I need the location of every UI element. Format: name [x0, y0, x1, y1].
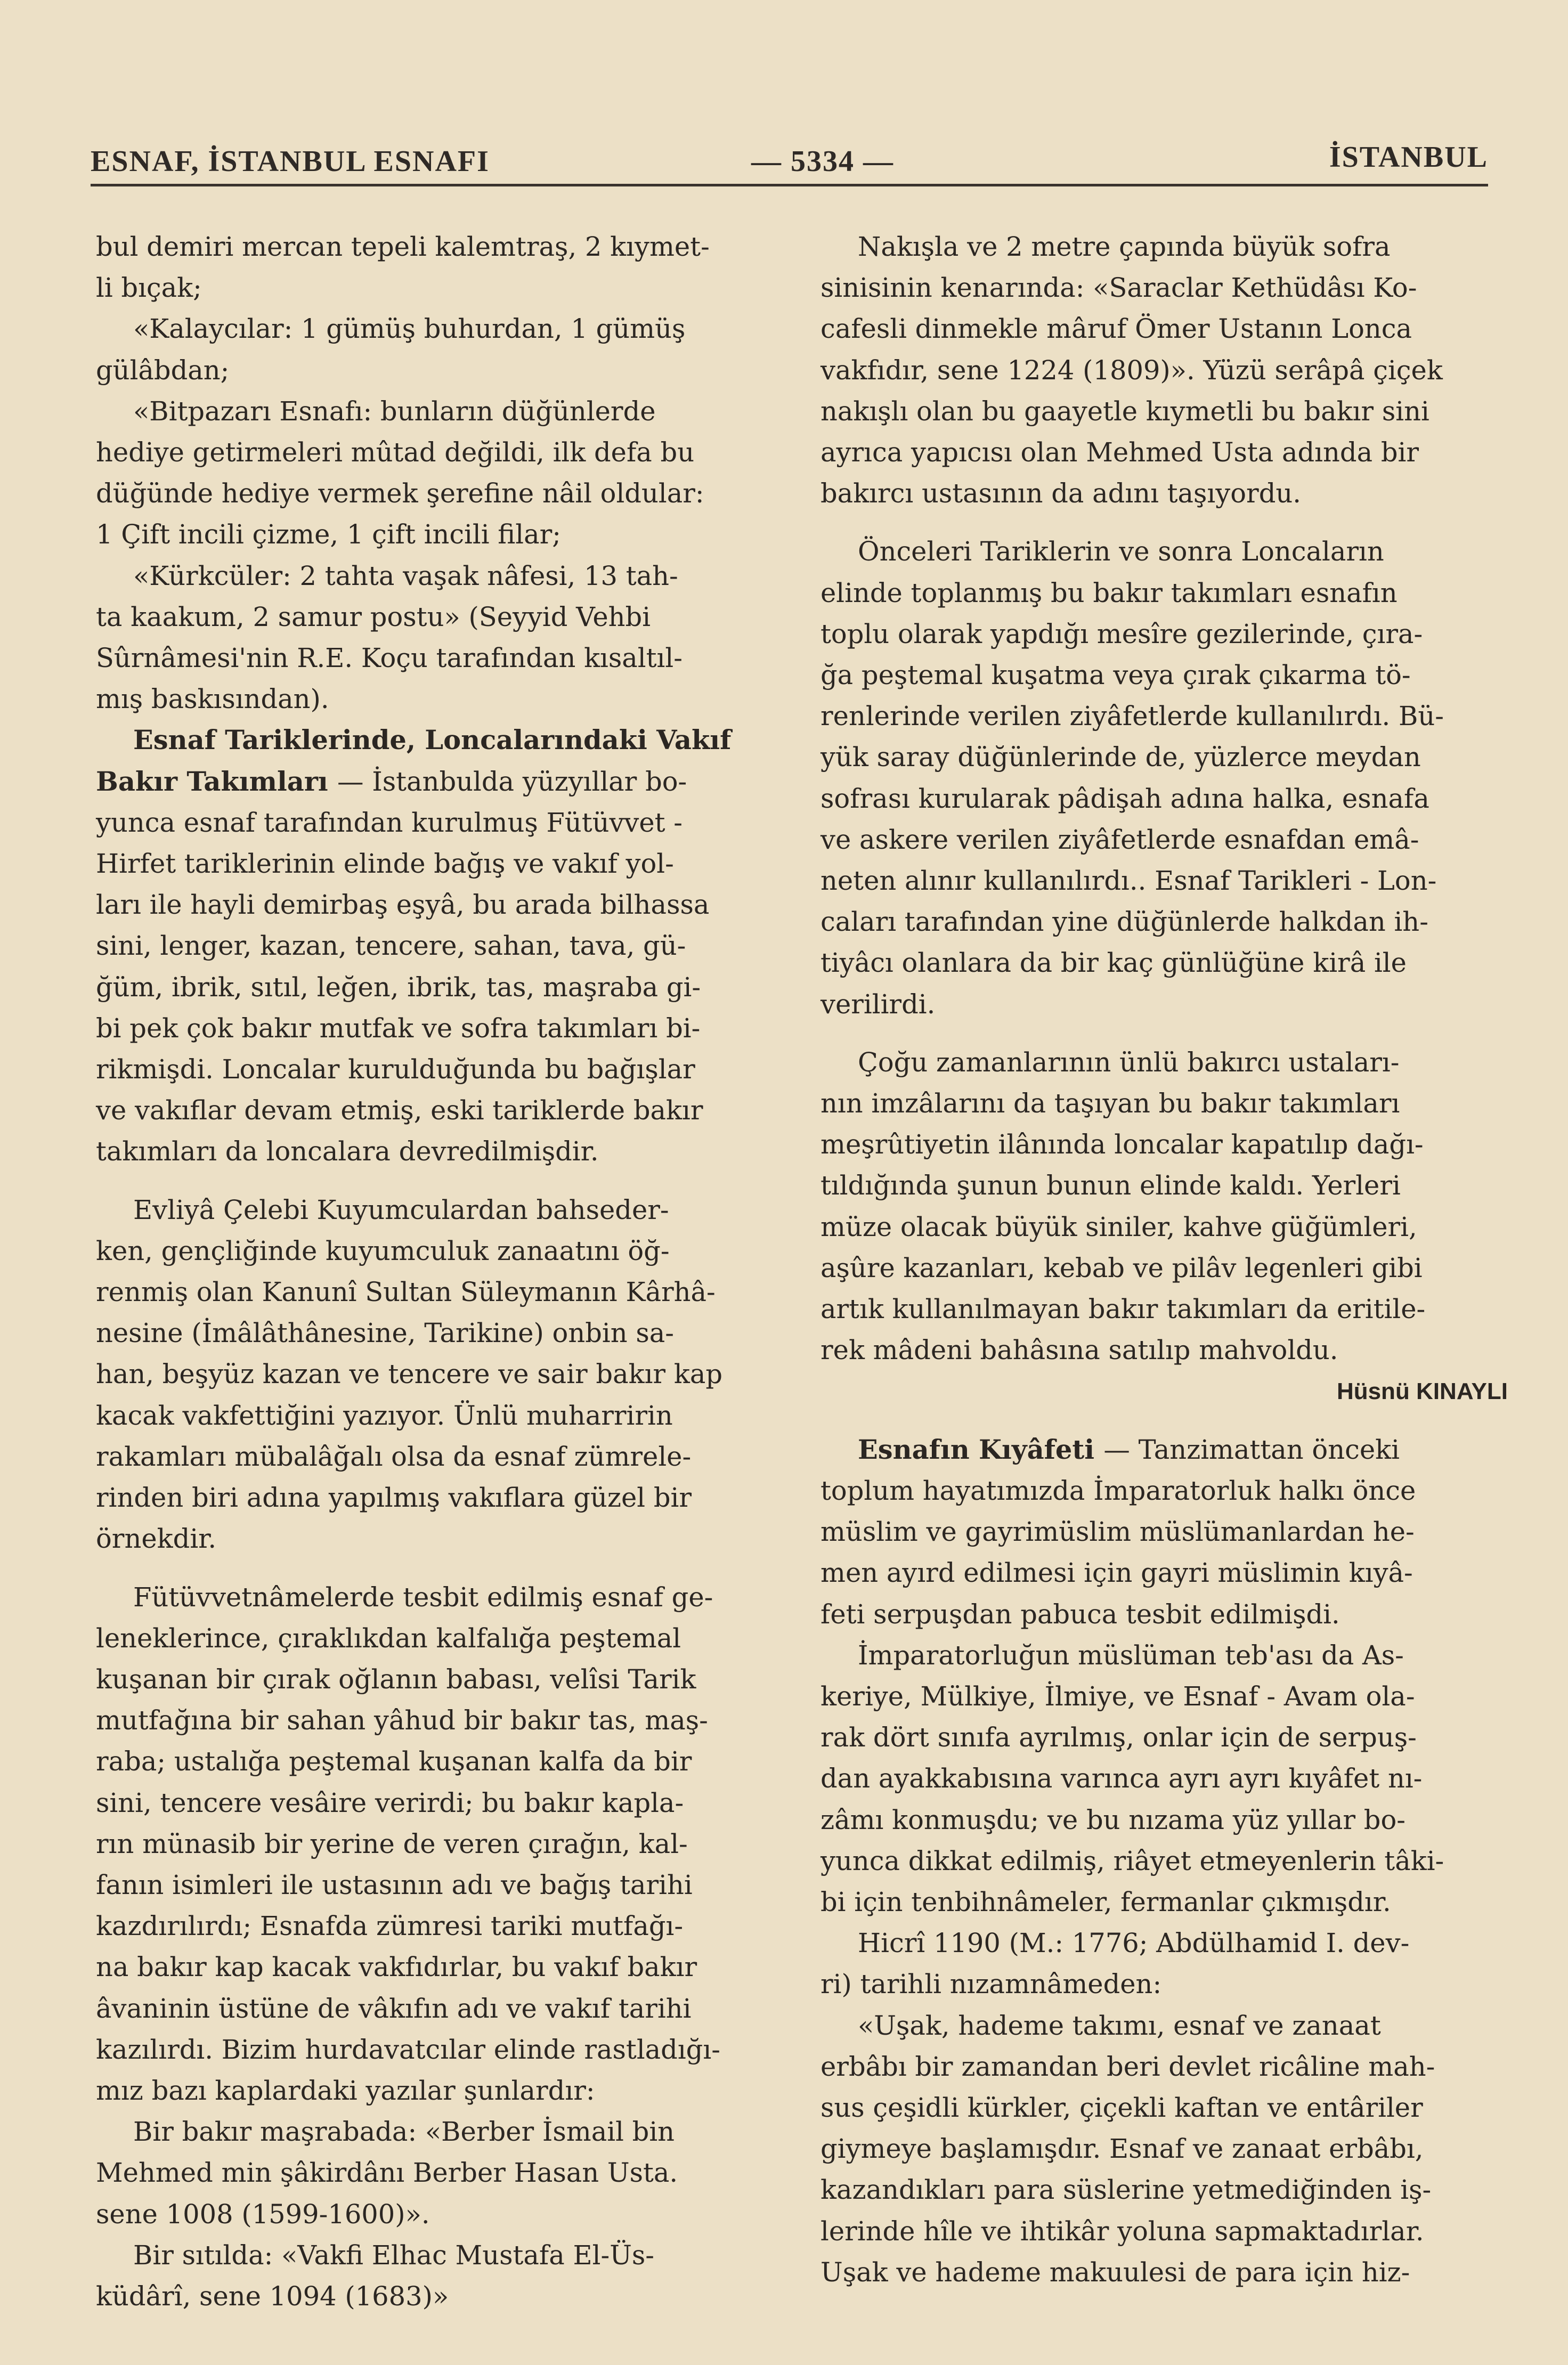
text-line: Bir bakır maşrabada: «Berber İsmail bin [133, 2116, 675, 2148]
text-line: tıldığında şunun bunun elinde kaldı. Yerleri [820, 1170, 1401, 1201]
text-line: li bıçak; [96, 272, 202, 304]
text-line: sene 1008 (1599-1600)». [96, 2198, 430, 2230]
text-line: vakfıdır, sene 1224 (1809)». Yüzü serâpâ çiçek [820, 354, 1443, 386]
text-line: toplu olarak yapdığı mesîre gezilerinde, çıra- [820, 618, 1423, 649]
text-line: bi için tenbihnâmeler, fermanlar çıkmışdır. [820, 1886, 1391, 1917]
text-line: kuşanan bir çırak oğlanın babası, velîsi Tarik [96, 1663, 696, 1695]
text-line: feti serpuşdan pabuca tesbit edilmişdi. [820, 1598, 1340, 1630]
text-line: «Kürkcüler: 2 tahta vaşak nâfesi, 13 tah- [133, 560, 678, 591]
text-line: sinisinin kenarında: «Saraclar Kethüdâsı Ko- [820, 272, 1417, 304]
text-line: bul demiri mercan tepeli kalemtraş, 2 kıymet- [96, 231, 710, 262]
text-line: Esnafın Kıyâfeti — Tanzimattan önceki [858, 1434, 1400, 1465]
text-line: Sûrnâmesi'nin R.E. Koçu tarafından kısaltıl- [96, 643, 683, 674]
text-line: nın imzâlarını da taşıyan bu bakır takımları [820, 1088, 1400, 1119]
text-line: bakırcı ustasının da adını taşıyordu. [820, 478, 1301, 509]
text-line: yunca dikkat edilmiş, riâyet etmeyenlerin tâki- [820, 1845, 1444, 1876]
text-line: renmiş olan Kanunî Sultan Süleymanın Kârhâ- [96, 1277, 716, 1308]
text-line: tiyâcı olanlara da bir kaç günlüğüne kirâ ile [820, 947, 1407, 979]
text-line: cafesli dinmekle mâruf Ömer Ustanın Lonca [820, 313, 1412, 345]
text-line: Mehmed min şâkirdânı Berber Hasan Usta. [96, 2157, 678, 2189]
text-line: leneklerince, çıraklıkdan kalfalığa peştemal [96, 1622, 681, 1654]
text-line: dan ayakkabısına varınca ayrı ayrı kıyâfet nı- [820, 1763, 1423, 1794]
text-line: giymeye başlamışdır. Esnaf ve zanaat erbâbı, [820, 2133, 1424, 2165]
right-column [820, 226, 1508, 2293]
text-line: meşrûtiyetin ilânında loncalar kapatılıp dağı- [820, 1129, 1424, 1160]
text-line: küdârî, sene 1094 (1683)» [96, 2280, 449, 2312]
text-line: nesine (İmâlâthânesine, Tarikine) onbin sa- [96, 1318, 674, 1349]
text-line: ayrıca yapıcısı olan Mehmed Usta adında bir [820, 437, 1419, 468]
text-line: Nakışla ve 2 metre çapında büyük sofra [858, 231, 1391, 262]
text-line: toplum hayatımızda İmparatorluk halkı önce [820, 1475, 1416, 1506]
paragraph-gap [820, 1025, 1508, 1042]
text-line: na bakır kap kacak vakfıdırlar, bu vakıf bakır [96, 1952, 697, 1983]
text-line: mış baskısından). [96, 684, 329, 715]
page-number: — 5334 — [751, 145, 894, 178]
header-section-title: ESNAF, İSTANBUL ESNAFI [91, 145, 490, 178]
text-line: yük saray düğünlerinde de, yüzlerce meydan [820, 742, 1421, 773]
paragraph-gap [820, 1412, 1508, 1429]
text-line: nakışlı olan bu gaayetle kıymetli bu bakır sini [820, 395, 1429, 427]
text-line: rın münasib bir yerine de veren çırağın, kal- [96, 1828, 688, 1859]
text-line: ri) tarihli nızamnâmeden: [820, 1969, 1162, 2000]
text-line: lerinde hîle ve ihtikâr yoluna sapmaktadırlar. [820, 2215, 1424, 2247]
header-volume-title: İSTANBUL [1329, 141, 1488, 174]
paragraph-gap [96, 1560, 783, 1577]
text-line: «Uşak, hademe takımı, esnaf ve zanaat [858, 2010, 1381, 2041]
text-line: aşûre kazanları, kebab ve pilâv legenleri gibi [820, 1252, 1423, 1283]
text-line: müze olacak büyük siniler, kahve güğümleri, [820, 1211, 1417, 1242]
text-line: caları tarafından yine düğünlerde halkdan ih- [820, 906, 1428, 938]
text-line: sofrası kurularak pâdişah adına halka, esnafa [820, 783, 1429, 814]
text-line: Çoğu zamanlarının ünlü bakırcı ustaları- [858, 1046, 1400, 1078]
text-line: örnekdir. [96, 1523, 217, 1555]
text-line: fanın isimleri ile ustasının adı ve bağış tarihi [96, 1869, 693, 1900]
text-line: ken, gençliğinde kuyumculuk zanaatını öğ- [96, 1235, 670, 1266]
text-line: kazılırdı. Bizim hurdavatcılar elinde rastladığı- [96, 2034, 720, 2065]
text-line: neten alınır kullanılırdı.. Esnaf Tarikleri - Lon- [820, 865, 1437, 897]
text-line: ğa peştemal kuşatma veya çırak çıkarma tö- [820, 660, 1411, 691]
text-line: zâmı konmuşdu; ve bu nızama yüz yıllar bo- [820, 1804, 1405, 1835]
text-line: İmparatorluğun müslüman teb'ası da As- [858, 1639, 1404, 1671]
text-line: kazandıkları para süslerine yetmediğinden iş- [820, 2174, 1432, 2206]
text-line: bi pek çok bakır mutfak ve sofra takımları bi- [96, 1012, 701, 1044]
text-line: kacak vakfettiğini yazıyor. Ünlü muharririn [96, 1400, 673, 1431]
text-line: mız bazı kaplardaki yazılar şunlardır: [96, 2075, 595, 2106]
text-line: müslim ve gayrimüslim müslümanlardan he- [820, 1516, 1415, 1548]
text-line: ta kaakum, 2 samur postu» (Seyyid Vehbi [96, 601, 651, 632]
text-line: Bakır Takımları — İstanbulda yüzyıllar bo- [96, 766, 687, 797]
text-line: sus çeşidli kürkler, çiçekli kaftan ve entâriler [820, 2092, 1423, 2123]
text-line: Önceleri Tariklerin ve sonra Loncaların [858, 536, 1384, 567]
text-line: rinden biri adına yapılmış vakıflara güzel bir [96, 1482, 692, 1514]
text-line: «Kalaycılar: 1 gümüş buhurdan, 1 gümüş [133, 313, 686, 345]
text-line: sini, lenger, kazan, tencere, sahan, tava, gü- [96, 930, 686, 962]
text-line: rak dört sınıfa ayrılmış, onlar için de serpuş- [820, 1722, 1417, 1753]
text-line: han, beşyüz kazan ve tencere ve sair bakır kap [96, 1359, 723, 1390]
text-line: artık kullanılmayan bakır takımları da eritile- [820, 1294, 1426, 1325]
text-line: men ayırd edilmesi için gayri müslimin kıyâ- [820, 1557, 1413, 1589]
text-line: elinde toplanmış bu bakır takımları esnafın [820, 577, 1398, 608]
left-column [96, 226, 783, 2317]
text-line: kazdırılırdı; Esnafda zümresi tariki mutfağı- [96, 1911, 684, 1942]
text-line: renlerinde verilen ziyâfetlerde kullanılırdı. Bü- [820, 701, 1444, 732]
text-line: Evliyâ Çelebi Kuyumculardan bahseder- [133, 1194, 669, 1225]
text-line: düğünde hediye vermek şerefine nâil oldular: [96, 478, 704, 509]
text-line: Esnaf Tariklerinde, Loncalarındaki Vakıf [133, 725, 732, 756]
paragraph-gap [820, 514, 1508, 531]
text-line: hediye getirmeleri mûtad değildi, ilk defa bu [96, 437, 695, 468]
text-line: Hüsnü KINAYLI [1336, 1378, 1508, 1405]
text-line: Bir sıtılda: «Vakfi Elhac Mustafa El-Üs- [133, 2239, 655, 2271]
text-line: ğüm, ibrik, sıtıl, leğen, ibrik, tas, maşraba gi- [96, 971, 701, 1003]
text-line: raba; ustalığa peştemal kuşanan kalfa da bir [96, 1746, 692, 1777]
text-line: takımları da loncalara devredilmişdir. [96, 1136, 599, 1167]
text-line: Fütüvvetnâmelerde tesbit edilmiş esnaf ge- [133, 1581, 713, 1613]
text-line: mutfağına bir sahan yâhud bir bakır tas, maş- [96, 1705, 708, 1736]
text-line: sini, tencere vesâire verirdi; bu bakır kapla- [96, 1787, 684, 1818]
text-line: ve askere verilen ziyâfetlerde esnafdan emâ- [820, 824, 1419, 855]
paragraph-gap [96, 1173, 783, 1190]
text-line: Hicrî 1190 (M.: 1776; Abdülhamid I. dev- [858, 1928, 1410, 1959]
text-line: erbâbı bir zamandan beri devlet ricâline mah- [820, 2051, 1435, 2082]
text-line: gülâbdan; [96, 354, 230, 386]
text-line: yunca esnaf tarafından kurulmuş Fütüvvet - [96, 807, 683, 838]
text-line: âvaninin üstüne de vâkıfın adı ve vakıf tarihi [96, 1993, 692, 2024]
text-line: rikmişdi. Loncalar kurulduğunda bu bağışlar [96, 1054, 695, 1085]
running-header [91, 136, 1488, 184]
text-line: rek mâdeni bahâsına satılıp mahvoldu. [820, 1335, 1338, 1366]
text-line: «Bitpazarı Esnafı: bunların düğünlerde [133, 395, 656, 427]
text-line: ları ile hayli demirbaş eşyâ, bu arada bilhassa [96, 889, 710, 921]
header-rule [91, 184, 1488, 186]
text-line: Uşak ve hademe makuulesi de para için hiz- [820, 2256, 1410, 2288]
text-line: keriye, Mülkiye, İlmiye, ve Esnaf - Avam ola- [820, 1680, 1415, 1712]
text-line: 1 Çift incili çizme, 1 çift incili filar; [96, 519, 561, 550]
text-line: Hirfet tariklerinin elinde bağış ve vakıf yol- [96, 848, 674, 880]
text-line: verilirdi. [820, 988, 936, 1020]
text-line: ve vakıflar devam etmiş, eski tariklerde bakır [96, 1095, 703, 1126]
text-line: rakamları mübalâğalı olsa da esnaf zümrele- [96, 1441, 692, 1472]
